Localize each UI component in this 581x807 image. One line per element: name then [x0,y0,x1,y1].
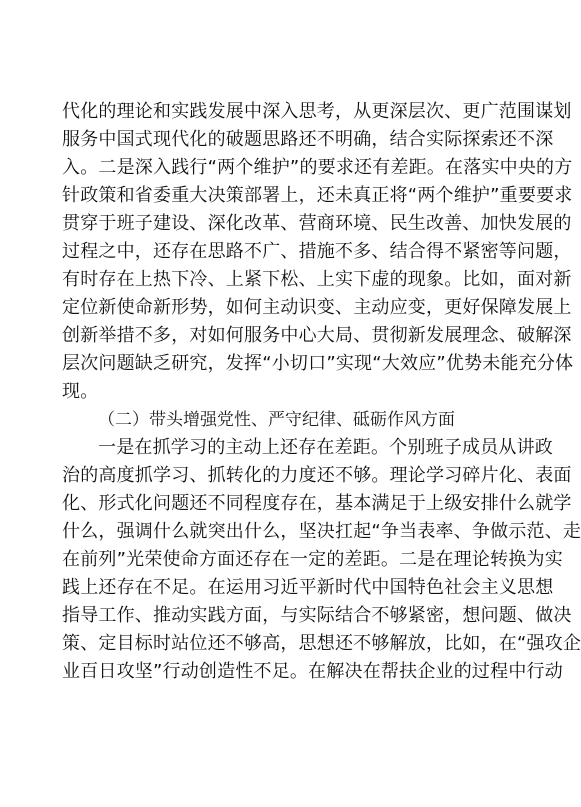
paragraph-1-line-2: 服务中国式现代化的破题思路还不明确，结合实际探索还不深 [62,129,554,150]
paragraph-1-line-1: 代化的理论和实践发展中深入思考，从更深层次、更广范围谋划 [62,101,572,122]
paragraph-2-line-1: 一是在抓学习的主动上还存在差距。个别班子成员从讲政 [98,437,553,458]
paragraph-2-line-5: 在前列”光荣使命方面还存在一定的差距。二是在理论转换为实 [62,549,563,570]
paragraph-1-line-8: 定位新使命新形势，如何主动识变、主动应变，更好保障发展上 [62,297,572,318]
paragraph-1-line-3: 入。二是深入践行“两个维护”的要求还有差距。在落实中央的方 [62,157,573,178]
paragraph-1-line-11: 现。 [62,381,99,402]
paragraph-1-line-6: 过程之中，还存在思路不广、措施不多、结合得不紧密等问题， [62,241,572,262]
document-body [62,98,581,686]
paragraph-2-line-7: 指导工作、推动实践方面，与实际结合不够紧密，想问题、做决 [62,605,572,626]
paragraph-1-line-4: 针政策和省委重大决策部署上，还未真正将“两个维护”重要要求 [62,185,573,206]
paragraph-2-line-2: 治的高度抓学习、抓转化的力度还不够。理论学习碎片化、表面 [62,465,572,486]
paragraph-2-line-8: 策、定目标时站位还不够高，思想还不够解放，比如，在“强攻企 [62,633,581,654]
paragraph-1-line-9: 创新举措不多，对如何服务中心大局、贯彻新发展理念、破解深 [62,325,572,346]
paragraph-2-line-9: 业百日攻坚”行动创造性不足。在解决在帮扶企业的过程中行动 [62,661,563,682]
paragraph-2-line-3: 化、形式化问题还不同程度存在，基本满足于上级安排什么就学 [62,493,572,514]
paragraph-1-line-10: 层次问题缺乏研究，发挥“小切口”实现“大效应”优势未能充分体 [62,353,574,374]
section-heading: （二）带头增强党性、严守纪律、砥砺作风方面 [98,410,455,430]
paragraph-2-line-6: 践上还存在不足。在运用习近平新时代中国特色社会主义思想 [62,577,554,598]
paragraph-1-line-5: 贯穿于班子建设、深化改革、营商环境、民生改善、加快发展的 [62,213,572,234]
paragraph-1-line-7: 有时存在上热下冷、上紧下松、上实下虚的现象。比如，面对新 [62,269,572,290]
paragraph-2-line-4: 什么，强调什么就突出什么，坚决扛起“争当表率、争做示范、走 [62,521,581,542]
